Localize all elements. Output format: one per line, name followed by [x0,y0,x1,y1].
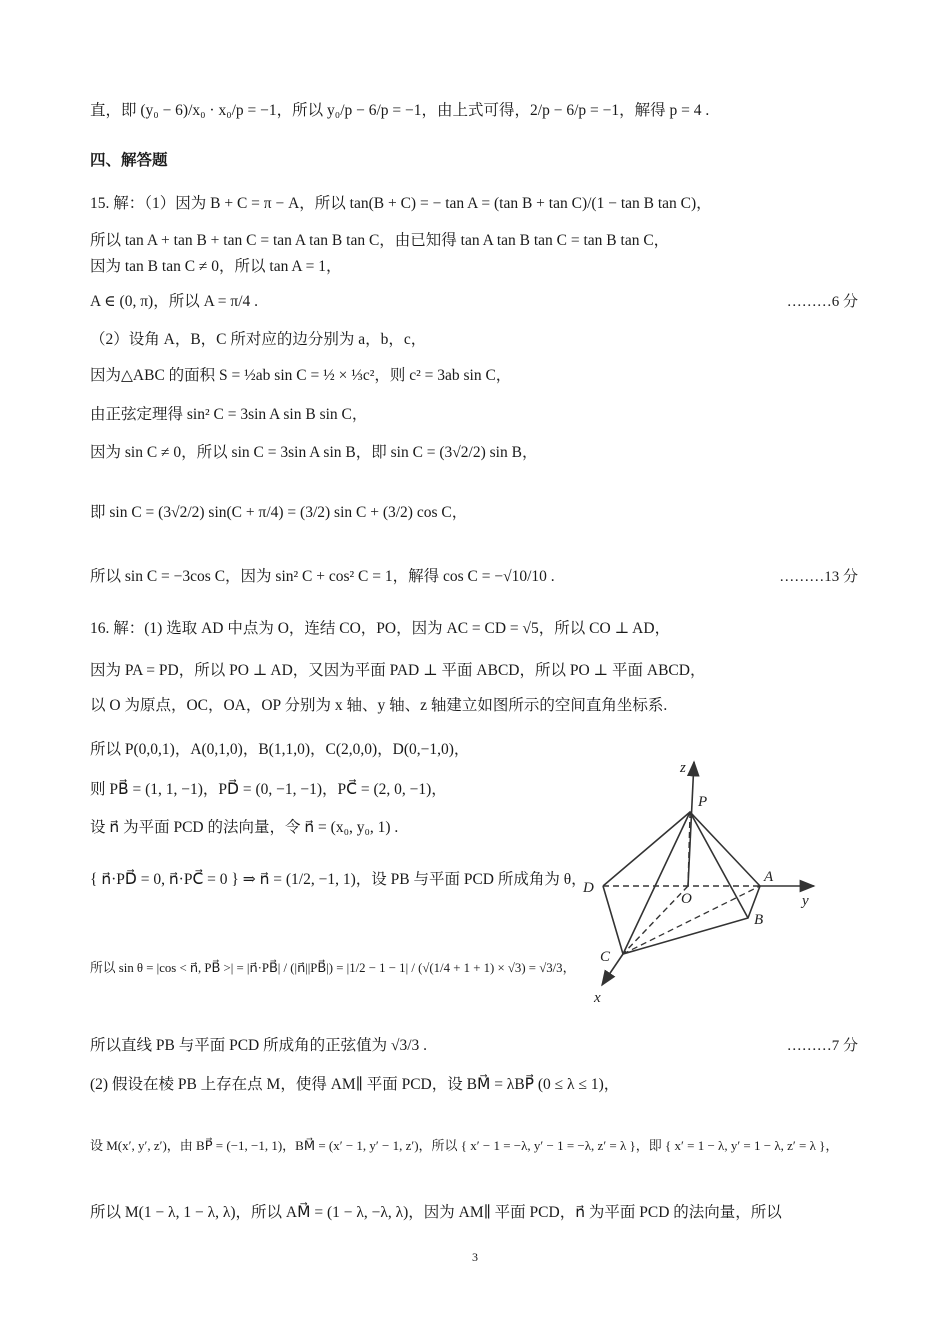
text-line: 即 sin C = (3√2/2) sin(C + π/4) = (3/2) sin C + (3/2) cos C， [90,504,468,521]
label-y: y [802,893,809,909]
text-line: 15. 解：（1）因为 B + C = π − A，所以 tan(B + C) = − tan A = (tan B + tan C)/(1 − tan B tan C)， [90,195,712,212]
label-b: B [754,912,764,928]
text-line: (2) 假设在棱 PB 上存在点 M，使得 AM∥ 平面 PCD，设 BM⃗ = λBP⃗ (0 ≤ λ ≤ 1)， [90,1076,620,1093]
pyramid-figure [560,755,830,1015]
text-line: 所以 M(1 − λ, 1 − λ, λ)，所以 AM⃗ = (1 − λ, −λ, λ)，因为 AM∥ 平面 PCD，n⃗ 为平面 PCD 的法向量，所以 [90,1204,782,1221]
text-line: 由正弦定理得 sin² C = 3sin A sin B sin C， [90,406,368,423]
label-c: C [600,949,611,965]
text-line: 16. 解：(1) 选取 AD 中点为 O，连结 CO，PO，因为 AC = CD = √5，所以 CO ⊥ AD， [90,620,671,637]
text-line: 设 M(x′, y′, z′)，由 BP⃗ = (−1, −1, 1)，BM⃗ = (x′ − 1, y′ − 1, z′)，所以 { x′ − 1 = −λ, y′ − 1 = −λ, z′ = λ }，即 { x′ = 1 − λ, y′ = 1 − λ, z′ = λ }， [90,1138,839,1153]
score-mark: ………6 分 [786,294,858,310]
text-line: 所以 sin θ = |cos < n⃗, PB⃗ >| = |n⃗·PB⃗| / (|n⃗||PB⃗|) = |1/2 − 1 − 1| / (√(1/4 + 1 + 1) × √3) = √3/3， [90,961,576,975]
text-line: 所以直线 PB 与平面 PCD 所成角的正弦值为 √3/3 . [90,1037,428,1054]
text-line: 则 PB⃗ = (1, 1, −1)，PD⃗ = (0, −1, −1)，PC⃗ = (2, 0, −1)， [90,781,447,798]
label-d: D [583,880,594,896]
pyramid-edges [603,812,760,954]
text-line: 所以 sin C = −3cos C，因为 sin² C + cos² C = 1，解得 cos C = −√10/10 . [90,568,555,585]
label-p: P [698,794,708,810]
x-axis-dashed [623,886,688,954]
text-line: 所以 P(0,0,1)，A(0,1,0)，B(1,1,0)，C(2,0,0)，D(0,−1,0)， [90,741,470,758]
text-line: A ∈ (0, π)，所以 A = π/4 . [90,293,259,310]
label-o: O [681,891,692,907]
edge-pc [623,812,690,954]
label-a: A [764,869,774,885]
text-line: { n⃗·PD⃗ = 0, n⃗·PC⃗ = 0 } ⇒ n⃗ = (1/2, −1, 1)，设 PB 与平面 PCD 所成角为 θ， [90,871,587,888]
text-line: 所以 tan A + tan B + tan C = tan A tan B tan C，由已知得 tan A tan B tan C = tan B tan C， [90,232,670,249]
score-mark: ………7 分 [786,1038,858,1054]
score-mark: ………13 分 [779,569,858,585]
text-line: 设 n⃗ 为平面 PCD 的法向量，令 n⃗ = (x₀, y₀, 1) . [90,819,399,836]
text-line: 因为 PA = PD，所以 PO ⊥ AD，又因为平面 PAD ⊥ 平面 ABCD，所以 PO ⊥ 平面 ABCD， [90,662,706,679]
page-number: 3 [472,1250,478,1264]
section-heading: 四、解答题 [90,151,168,169]
text-line: 因为 sin C ≠ 0，所以 sin C = 3sin A sin B，即 sin C = (3√2/2) sin B， [90,444,538,461]
text-line: （2）设角 A，B，C 所对应的边分别为 a，b，c， [90,331,427,348]
label-z: z [680,760,686,776]
text-line: 因为 tan B tan C ≠ 0，所以 tan A = 1， [90,258,342,275]
label-x: x [594,990,601,1006]
text-line: 以 O 为原点，OC，OA，OP 分别为 x 轴、y 轴、z 轴建立如图所示的空间直角坐标系. [90,697,668,714]
text-line: 直，即 (y₀ − 6)/x₀ · x₀/p = −1，所以 y₀/p − 6/p = −1，由上式可得，2/p − 6/p = −1，解得 p = 4 . [90,102,710,119]
text-line: 因为△ABC 的面积 S = ½ab sin C = ½ × ⅓c²，则 c² = 3ab sin C， [90,367,512,384]
